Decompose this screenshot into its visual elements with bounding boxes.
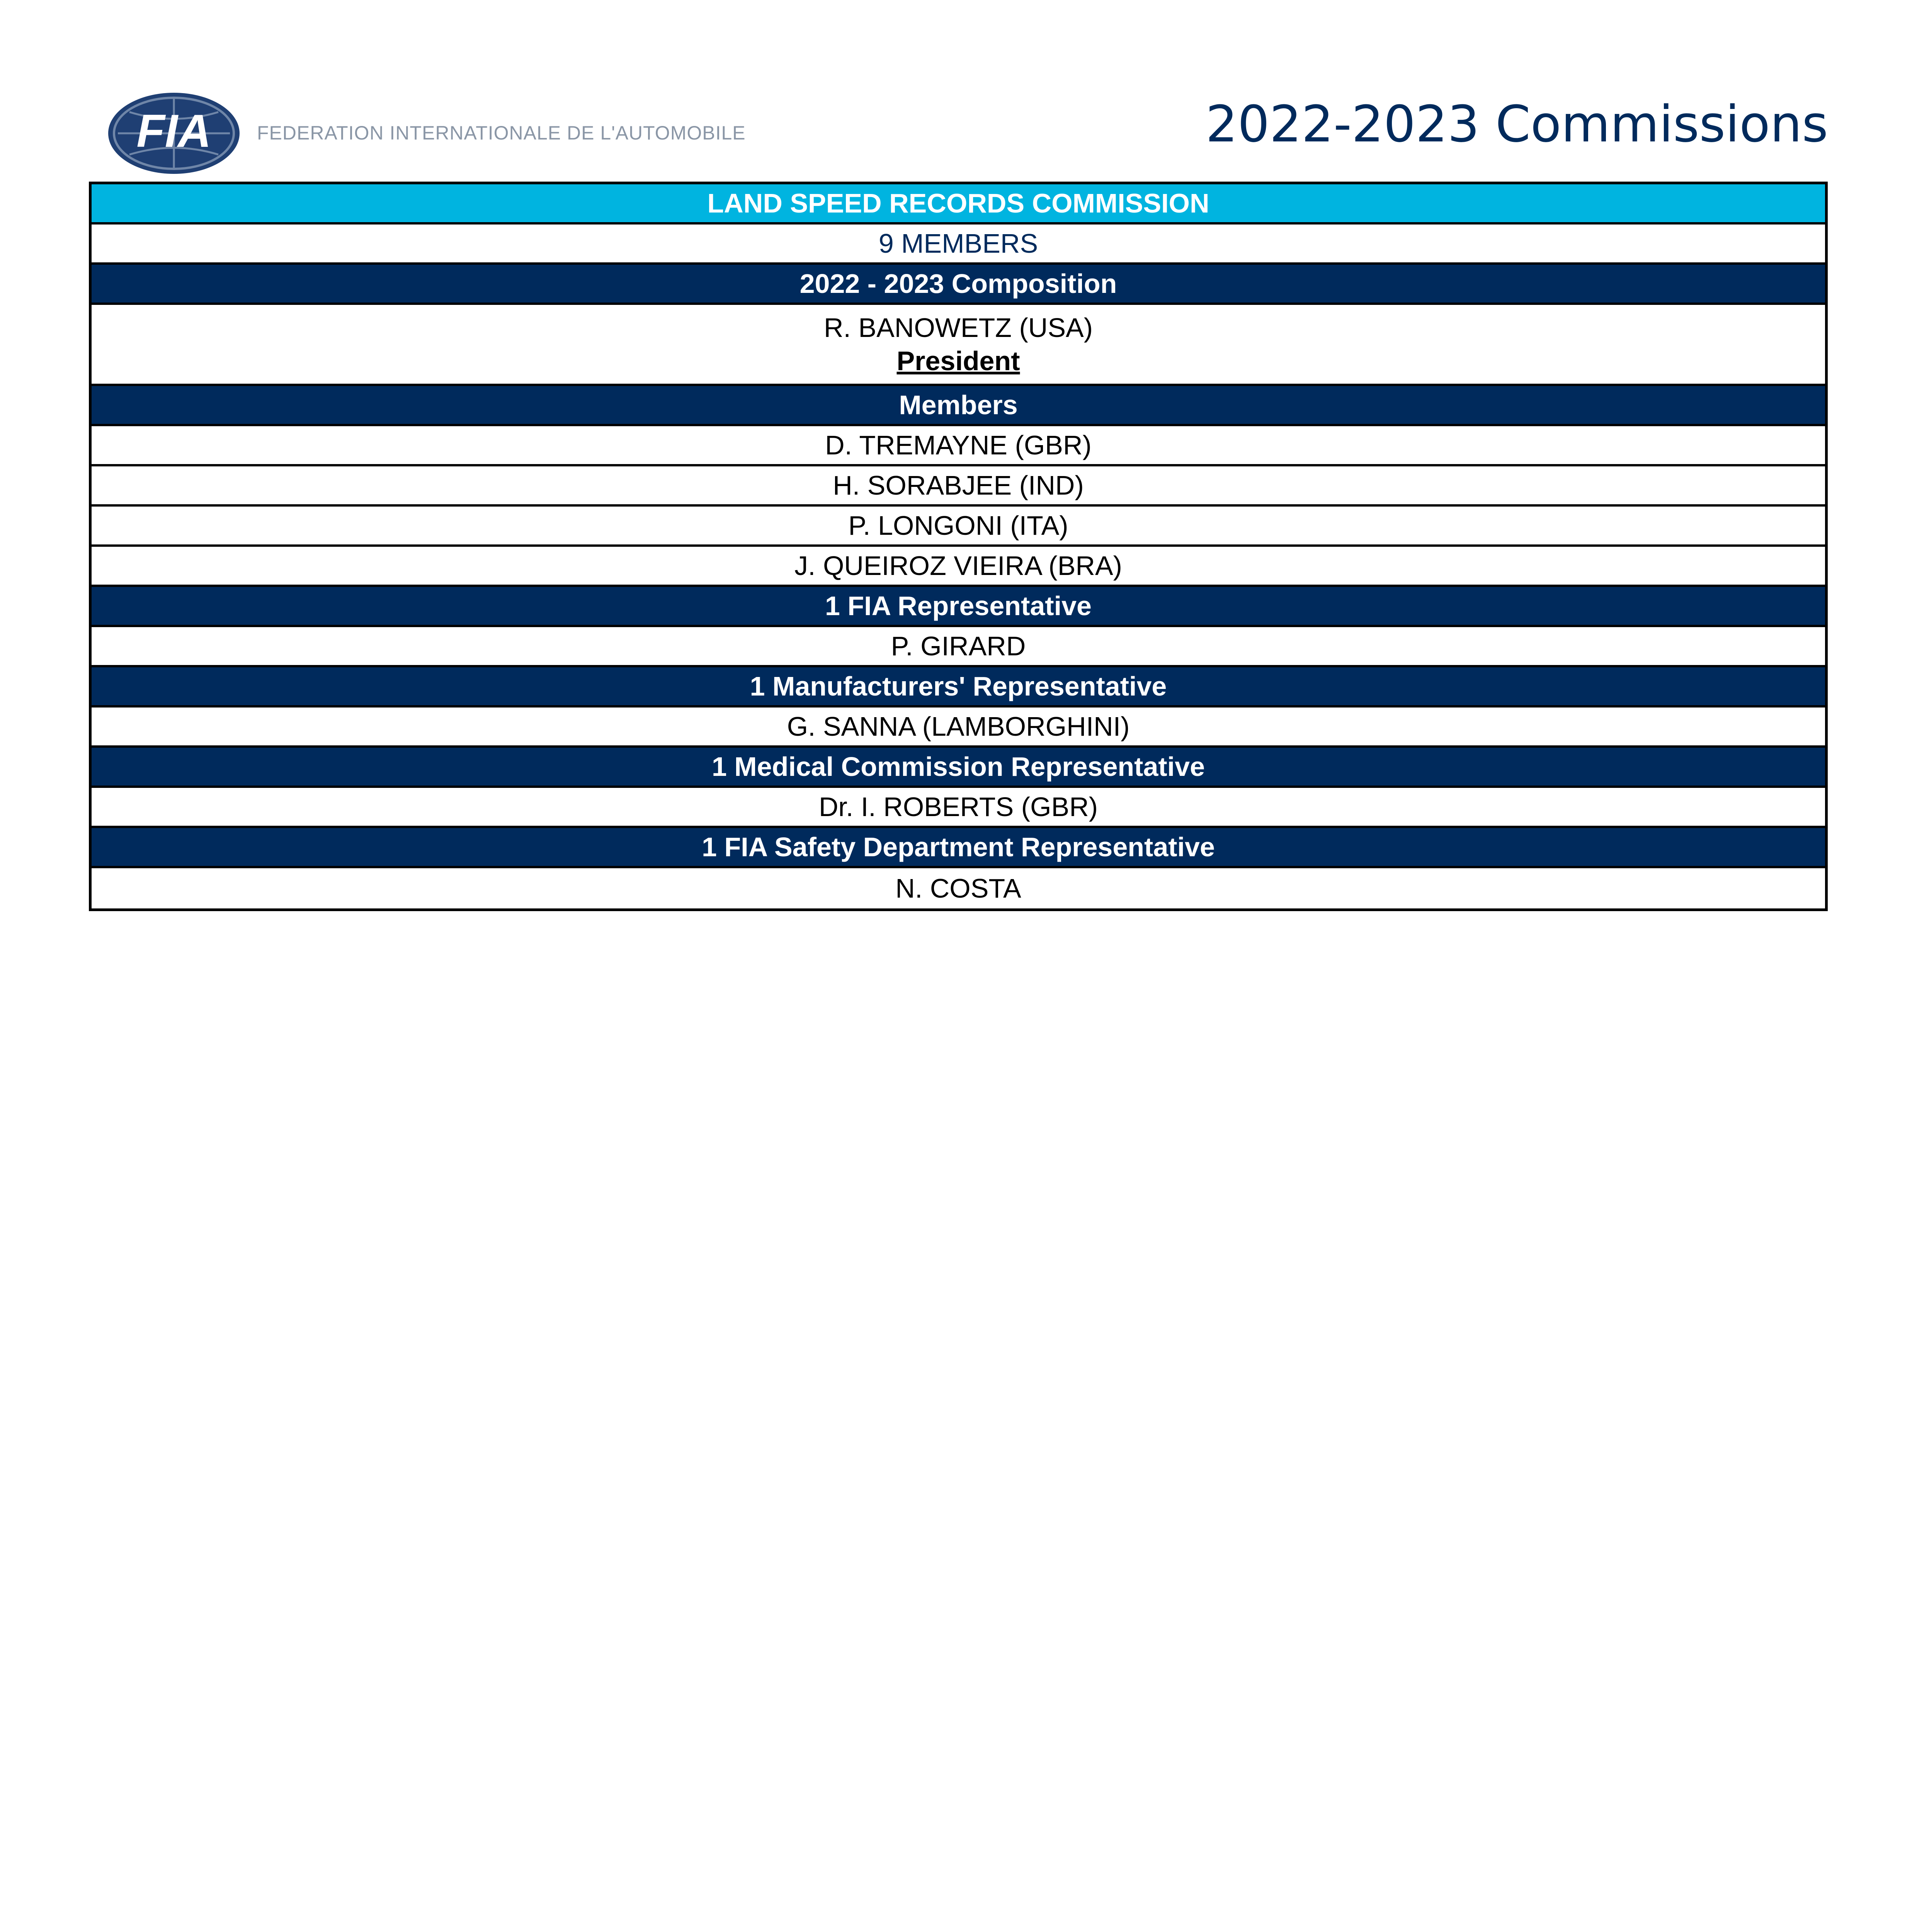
members-header: Members xyxy=(92,386,1825,426)
commission-title: LAND SPEED RECORDS COMMISSION xyxy=(92,184,1825,224)
fia-emblem-icon xyxy=(106,89,242,178)
commission-table xyxy=(89,182,1828,911)
manufacturers-representative: G. SANNA (LAMBORGHINI) xyxy=(92,707,1825,748)
member-row: J. QUEIROZ VIEIRA (BRA) xyxy=(92,547,1825,587)
member-count: 9 MEMBERS xyxy=(92,224,1825,265)
medical-representative-header: 1 Medical Commission Representative xyxy=(92,748,1825,788)
composition-header: 2022 - 2023 Composition xyxy=(92,265,1825,305)
member-row: H. SORABJEE (IND) xyxy=(92,466,1825,507)
member-row: P. LONGONI (ITA) xyxy=(92,507,1825,547)
manufacturers-representative-header: 1 Manufacturers' Representative xyxy=(92,667,1825,707)
document-title: 2022-2023 Commissions xyxy=(1206,95,1828,153)
president-name: R. BANOWETZ (USA) xyxy=(823,313,1093,343)
medical-representative: Dr. I. ROBERTS (GBR) xyxy=(92,788,1825,828)
svg-text:FIA: FIA xyxy=(136,105,211,157)
safety-representative: N. COSTA xyxy=(92,868,1825,908)
fia-logo xyxy=(106,89,763,178)
president-role: President xyxy=(896,346,1020,376)
fia-representative: P. GIRARD xyxy=(92,627,1825,667)
member-row: D. TREMAYNE (GBR) xyxy=(92,426,1825,466)
organization-name: FEDERATION INTERNATIONALE DE L'AUTOMOBILE xyxy=(257,122,746,144)
president-cell xyxy=(92,305,1825,386)
fia-representative-header: 1 FIA Representative xyxy=(92,587,1825,627)
safety-representative-header: 1 FIA Safety Department Representative xyxy=(92,828,1825,868)
